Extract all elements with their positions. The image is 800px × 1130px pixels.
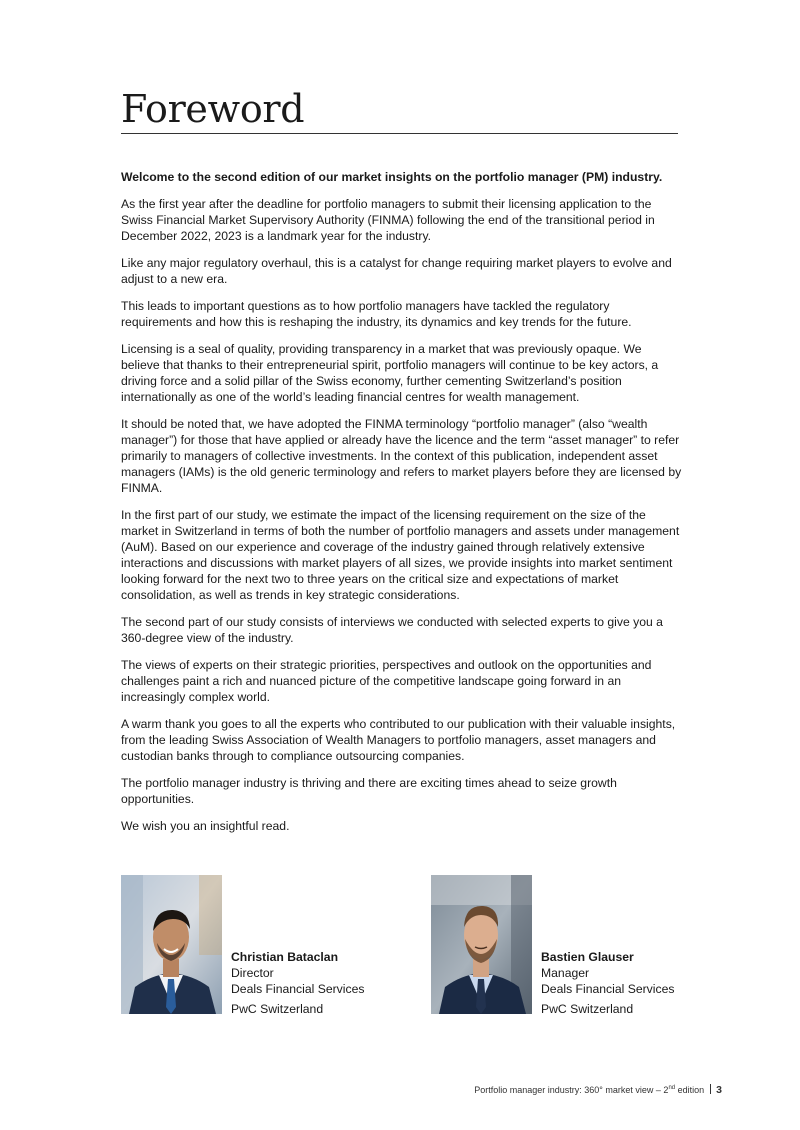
paragraph: Like any major regulatory overhaul, this is a catalyst for change requiring market players to evolve and adjust to a new era. <box>121 256 672 286</box>
paragraph: The portfolio manager industry is thriving and there are exciting times ahead to seize growth opportunities. <box>121 776 617 806</box>
footer-publication-title: Portfolio manager industry: 360° market view – 2 <box>474 1085 669 1095</box>
paragraph: It should be noted that, we have adopted the FINMA terminology “portfolio manager” (also “wealth manager”) for those that have applied or already have the licence and the term “asset manager” to refer primarily to managers of collective investments. In the context of this publication, independent asset managers (IAMs) is the old generic terminology and refers to market players before they are licensed by FINMA. <box>121 417 682 495</box>
foreword-body <box>121 169 683 845</box>
signatory-info <box>541 949 741 1017</box>
lead-paragraph: Welcome to the second edition of our market insights on the portfolio manager (PM) industry. <box>121 170 663 184</box>
page-title: Foreword <box>121 87 305 131</box>
signatory-role: Manager <box>541 966 590 980</box>
paragraph: In the first part of our study, we estimate the impact of the licensing requirement on the size of the market in Switzerland in terms of both the number of portfolio managers and assets under management (AuM). Based on our experience and coverage of the industry gained through relatively extensive interactions and discussions with market players of all sizes, we provide insights into market sentiment looking forward for the next two to three years on the critical size and expectations of market consolidation, as well as trends in key strategic considerations. <box>121 508 680 602</box>
signatory-role: Director <box>231 966 274 980</box>
footer-edition-text: edition <box>675 1085 705 1095</box>
paragraph: We wish you an insightful read. <box>121 819 290 833</box>
paragraph: A warm thank you goes to all the experts who contributed to our publication with their valuable insights, from the leading Swiss Association of Wealth Managers to portfolio managers, asset managers and custodian banks through to compliance outsourcing companies. <box>121 717 676 763</box>
paragraph: This leads to important questions as to how portfolio managers have tackled the regulatory requirements and how this is reshaping the industry, its dynamics and key trends for the future. <box>121 299 632 329</box>
footer-separator <box>710 1084 711 1094</box>
paragraph: The views of experts on their strategic priorities, perspectives and outlook on the opportunities and challenges paint a rich and nuanced picture of the competitive landscape going forward in an increasingly complex world. <box>121 658 652 704</box>
page-footer <box>474 1084 722 1096</box>
signatory-name: Bastien Glauser <box>541 950 634 964</box>
signatory-department: Deals Financial Services <box>231 982 365 996</box>
signatory-company: PwC Switzerland <box>541 1002 634 1016</box>
signatory-name: Christian Bataclan <box>231 950 339 964</box>
paragraph: The second part of our study consists of interviews we conducted with selected experts to give you a 360-degree view of the industry. <box>121 615 663 645</box>
footer-superscript: nd <box>668 1085 676 1091</box>
paragraph: Licensing is a seal of quality, providing transparency in a market that was previously opaque. We believe that thanks to their entrepreneurial spirit, portfolio managers will continue to be key actors, a driving force and a solid pillar of the Swiss economy, further cementing Switzerland’s position internationally as one of the world’s leading financial centres for wealth management. <box>121 342 659 404</box>
portrait-photo <box>431 875 532 1014</box>
page-number: 3 <box>716 1084 722 1096</box>
paragraph: As the first year after the deadline for portfolio managers to submit their licensing application to the Swiss Financial Market Supervisory Authority (FINMA) following the end of the transitional period in December 2022, 2023 is a landmark year for the industry. <box>121 197 655 243</box>
signatory-info <box>231 949 431 1017</box>
signatory-company: PwC Switzerland <box>231 1002 324 1016</box>
signatory-department: Deals Financial Services <box>541 982 675 996</box>
portrait-photo <box>121 875 222 1014</box>
title-divider <box>121 133 678 134</box>
